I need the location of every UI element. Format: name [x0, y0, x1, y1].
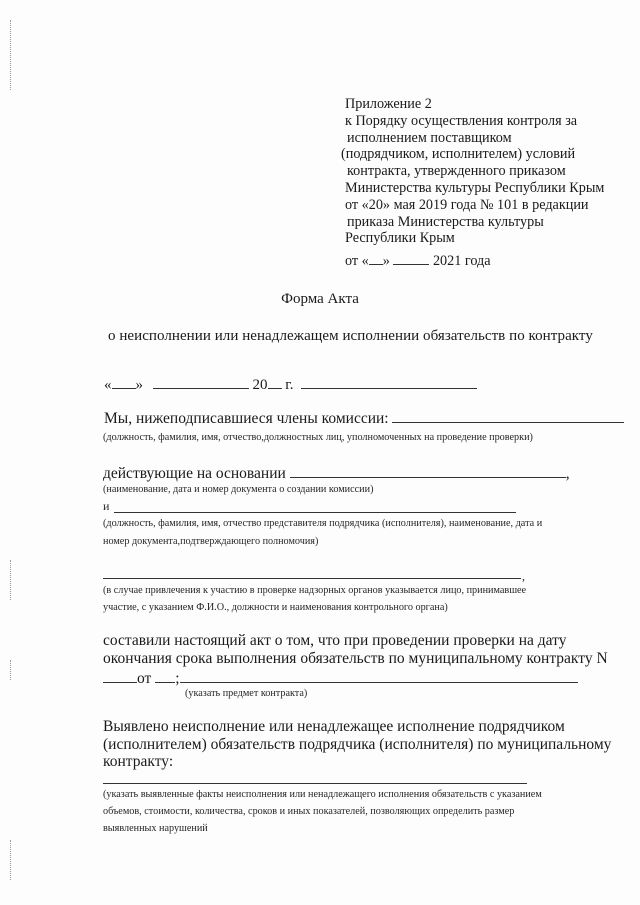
year-blank — [268, 374, 282, 389]
members-label — [104, 408, 624, 428]
found-line3: контракту: — [103, 753, 174, 770]
appendix-line: Министерства культуры Республики Крым — [345, 179, 605, 196]
contract-number-blank — [103, 668, 137, 683]
found-note-line3: выявленных нарушений — [103, 823, 208, 834]
found-line1: Выявлено неисполнение или ненадлежащее исполнение подрядчиком — [103, 718, 565, 735]
basis-blank — [290, 463, 566, 478]
scan-edge-mark — [10, 660, 11, 680]
appendix-line: приказа Министерства культуры — [347, 213, 544, 230]
close-quote: » — [135, 377, 143, 393]
open-quote: « — [104, 377, 112, 393]
contractor-note-line1: (должность, фамилия, имя, отчество представителя подрядчика (исполнителя), наименование, дата и — [103, 518, 543, 529]
scan-edge-mark — [10, 840, 11, 880]
compiled-from: от — [137, 670, 152, 687]
appendix-date-mid: » — [382, 253, 390, 270]
compiled-note: (указать предмет контракта) — [185, 688, 308, 699]
supervisory-blank — [103, 578, 521, 579]
appendix-line: к Порядку осуществления контроля за — [345, 112, 578, 129]
compiled-line1: составили настоящий акт о том, что при проведении проверки на дату — [103, 632, 567, 649]
scan-edge-mark — [10, 20, 11, 90]
year-prefix: 20 — [252, 377, 268, 393]
supervisory-note-line1: (в случае привлечения к участию в проверке надзорных органов указывается лицо, принимавшее — [103, 585, 527, 596]
appendix-line: от «20» мая 2019 года № 101 в редакции — [345, 196, 589, 213]
appendix-header — [341, 96, 635, 270]
supervisory-note-line2: участие, с указанием Ф.И.О., должности и наименования контрольного органа) — [103, 602, 448, 613]
compiled-line2: окончания срока выполнения обязательств по муниципальному контракту N — [103, 650, 608, 667]
day-blank — [369, 250, 383, 265]
month-blank — [153, 374, 249, 389]
year-suffix: г. — [285, 377, 294, 393]
act-subject: о неисполнении или ненадлежащем исполнении обязательств по контракту — [108, 328, 593, 344]
members-blank — [392, 408, 624, 423]
found-line2: (исполнителем) обязательств подрядчика (исполнителя) по муниципальному — [103, 736, 612, 753]
appendix-date — [345, 250, 635, 270]
appendix-line: (подрядчиком, исполнителем) условий — [341, 146, 576, 163]
violations-blank — [103, 783, 527, 784]
appendix-line: исполнением поставщиком — [347, 129, 512, 146]
basis-comma: , — [565, 465, 570, 482]
appendix-line: Приложение 2 — [345, 96, 432, 112]
members-note: (должность, фамилия, имя, отчество,должностных лиц, уполномоченных на проведение проверки) — [103, 432, 533, 443]
found-note-line2: объемов, стоимости, количества, сроков и иных показателей, позволяющих определить размер — [103, 806, 515, 817]
compiled-sep: ; — [175, 670, 180, 687]
basis-line — [103, 463, 570, 483]
appendix-date-suffix: 2021 года — [432, 253, 491, 270]
act-date-line — [104, 374, 477, 394]
basis-note: (наименование, дата и номер документа о создании комиссии) — [103, 484, 374, 495]
day-blank — [112, 374, 136, 389]
contractor-blank — [114, 512, 516, 513]
scan-edge-mark — [10, 560, 11, 600]
basis-and: и — [103, 499, 110, 513]
appendix-date-prefix: от « — [345, 253, 369, 270]
place-blank — [301, 374, 477, 389]
appendix-line: Республики Крым — [345, 230, 455, 247]
contractor-note-line2: номер документа,подтверждающего полномочия) — [103, 536, 319, 547]
compiled-line3 — [103, 668, 578, 688]
form-title: Форма Акта — [281, 291, 359, 307]
month-blank — [393, 250, 429, 265]
members-label-text: Мы, нижеподписавшиеся члены комиссии: — [104, 410, 389, 427]
contract-subject-blank — [180, 668, 578, 683]
basis-label: действующие на основании — [103, 465, 286, 482]
supervisory-comma: , — [522, 569, 525, 583]
contract-date-blank — [155, 668, 175, 683]
appendix-line: контракта, утвержденного приказом — [347, 163, 566, 180]
found-note-line1: (указать выявленные факты неисполнения или ненадлежащего исполнения обязательств с указанием — [103, 789, 542, 800]
